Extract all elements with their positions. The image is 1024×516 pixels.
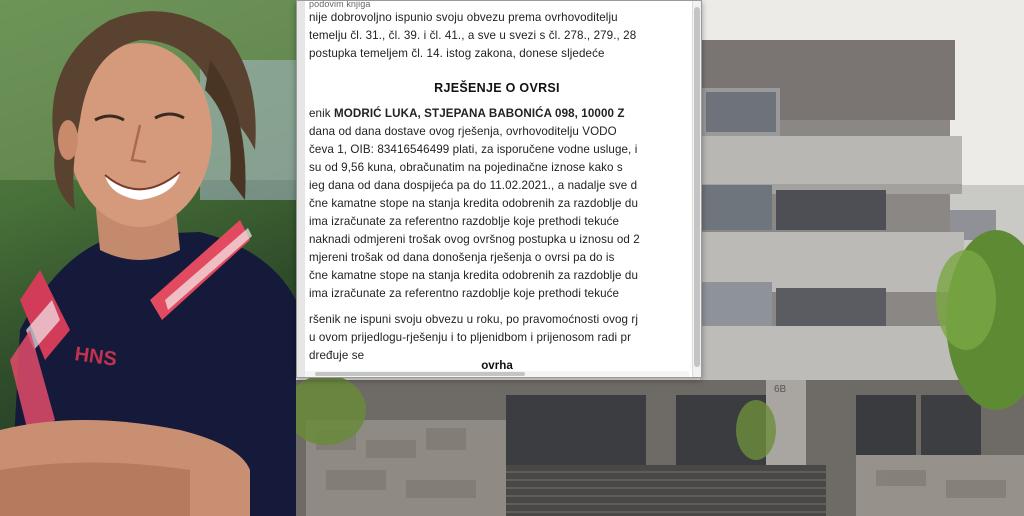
doc-body-line-7: naknadi odmjereni trošak ovog ovršnog postupka u iznosu od 2 (309, 233, 640, 246)
doc-body-line-8: mjereni trošak od dana donošenja rješenja o ovrsi pa do is (309, 251, 615, 264)
doc-top-cut-line: podovim knjiga (309, 1, 371, 9)
doc-name-line (309, 107, 625, 120)
doc-line-1: nije dobrovoljno ispunio svoju obvezu prema ovrhovoditelju (309, 11, 618, 24)
document-page (305, 1, 689, 371)
doc-name-prefix: enik (309, 107, 331, 120)
document-viewer-window[interactable] (296, 0, 702, 378)
doc-body-line-2: čeva 1, OIB: 83416546499 plati, za isporučene vodne usluge, i (309, 143, 638, 156)
house-number: 6B (774, 384, 787, 395)
horizontal-scrollbar-thumb[interactable] (315, 372, 525, 376)
doc-body-line-6: ima izračunate za referentno razdoblje koje prethodi tekuće (309, 215, 620, 228)
doc-tail-line-2: u ovom prijedlogu-rješenju i to pljenidbom i prijenosom radi pr (309, 331, 632, 344)
player-portrait-photo (0, 0, 296, 516)
doc-footer-word: ovrha (481, 359, 513, 371)
doc-body-line-1: dana od dana dostave ovog rješenja, ovrhovoditelju VODO (309, 125, 617, 138)
vertical-scrollbar[interactable] (692, 1, 701, 377)
doc-body-line-4: ieg dana od dana dospijeća pa do 11.02.2021., a nadalje sve d (309, 179, 638, 192)
doc-body-line-5: čne kamatne stope na stanja kredita odobrenih za razdoblje du (309, 197, 639, 210)
doc-tail-line-1: ršenik ne ispuni svoju obvezu u roku, po pravomoćnosti ovog rj (309, 313, 639, 326)
horizontal-scrollbar[interactable] (305, 371, 689, 377)
doc-tail-line-3: dređuje se (309, 349, 365, 362)
doc-line-2: temelju čl. 31., čl. 39. i čl. 41., a sve u svezi s čl. 278., 279., 28 (309, 29, 637, 42)
jersey-text: HNS (73, 343, 119, 371)
doc-body-line-10: ima izračunate za referentno razdoblje koje prethodi tekuće (309, 287, 620, 300)
vertical-scrollbar-thumb[interactable] (694, 7, 700, 367)
player-portrait-illustration (0, 0, 296, 516)
doc-line-3: postupka temeljem čl. 14. istog zakona, donese sljedeće (309, 47, 605, 60)
doc-body-line-3: su od 9,56 kuna, obračunatim na pojedinačne iznose kako s (309, 161, 623, 174)
doc-debtor-name: MODRIĆ LUKA, STJEPANA BABONIĆA 098, 10000 Z (334, 107, 625, 120)
doc-body-line-9: čne kamatne stope na stanja kredita odobrenih za razdoblje du (309, 269, 639, 282)
doc-title: RJEŠENJE O OVRSI (434, 81, 560, 95)
